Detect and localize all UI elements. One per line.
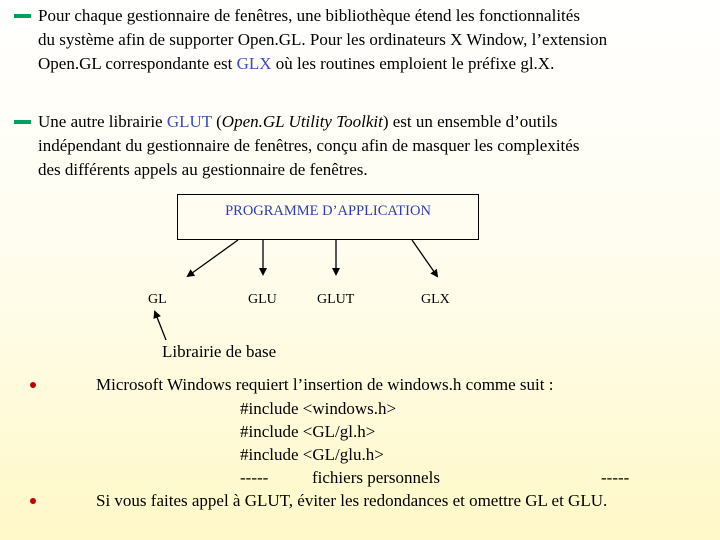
include-windows: #include <windows.h> — [240, 399, 397, 418]
para2-line2: indépendant du gestionnaire de fenêtres, conçu afin de masquer les complexités — [38, 136, 580, 155]
leaf-glx: GLX — [421, 292, 450, 307]
bullet-windows: Microsoft Windows requiert l’insertion de windows.h comme suit : — [96, 375, 554, 394]
base-library-label: Librairie de base — [162, 342, 277, 361]
glut-term: GLUT — [166, 112, 212, 131]
include-gl: #include <GL/gl.h> — [240, 422, 376, 441]
code-dash-right: ----- — [601, 468, 630, 487]
bullet-glut-advice: Si vous faites appel à GLUT, éviter les redondances et omettre GL et GLU. — [96, 491, 608, 510]
code-dash-left: ----- — [240, 468, 269, 487]
include-glu: #include <GL/glu.h> — [240, 445, 384, 464]
arrow-to-gl — [188, 240, 238, 276]
glx-term: GLX — [236, 54, 272, 73]
para1-line3-pre: Open.GL correspondante est — [38, 54, 237, 73]
para2-line3: des différents appels au gestionnaire de fenêtres. — [38, 160, 368, 179]
arrow-to-glx — [412, 240, 437, 276]
para2-line1-post: ) est un ensemble d’outils — [382, 112, 558, 131]
bullet-dot-1 — [30, 382, 36, 388]
include-block — [240, 397, 396, 466]
leaf-glu: GLU — [248, 292, 277, 307]
code-personal-files: fichiers personnels — [312, 468, 440, 487]
leaf-glut: GLUT — [317, 292, 355, 307]
para1-line1: Pour chaque gestionnaire de fenêtres, une bibliothèque étend les fonctionnalités — [38, 6, 580, 25]
para1-line2: du système afin de supporter Open.GL. Pour les ordinateurs X Window, l’extension — [38, 30, 608, 49]
arrow-base-to-gl — [155, 312, 166, 340]
para1-line3-post: où les routines emploient le préfixe gl.X. — [271, 54, 555, 73]
leaf-gl: GL — [148, 292, 167, 307]
para2-line1-open: ( — [211, 112, 222, 131]
para2-line1-pre: Une autre librairie — [38, 112, 167, 131]
bullet-dot-2 — [30, 498, 36, 504]
application-program-label: PROGRAMME D’APPLICATION — [225, 203, 431, 219]
glut-fullname: Open.GL Utility Toolkit — [221, 112, 383, 131]
